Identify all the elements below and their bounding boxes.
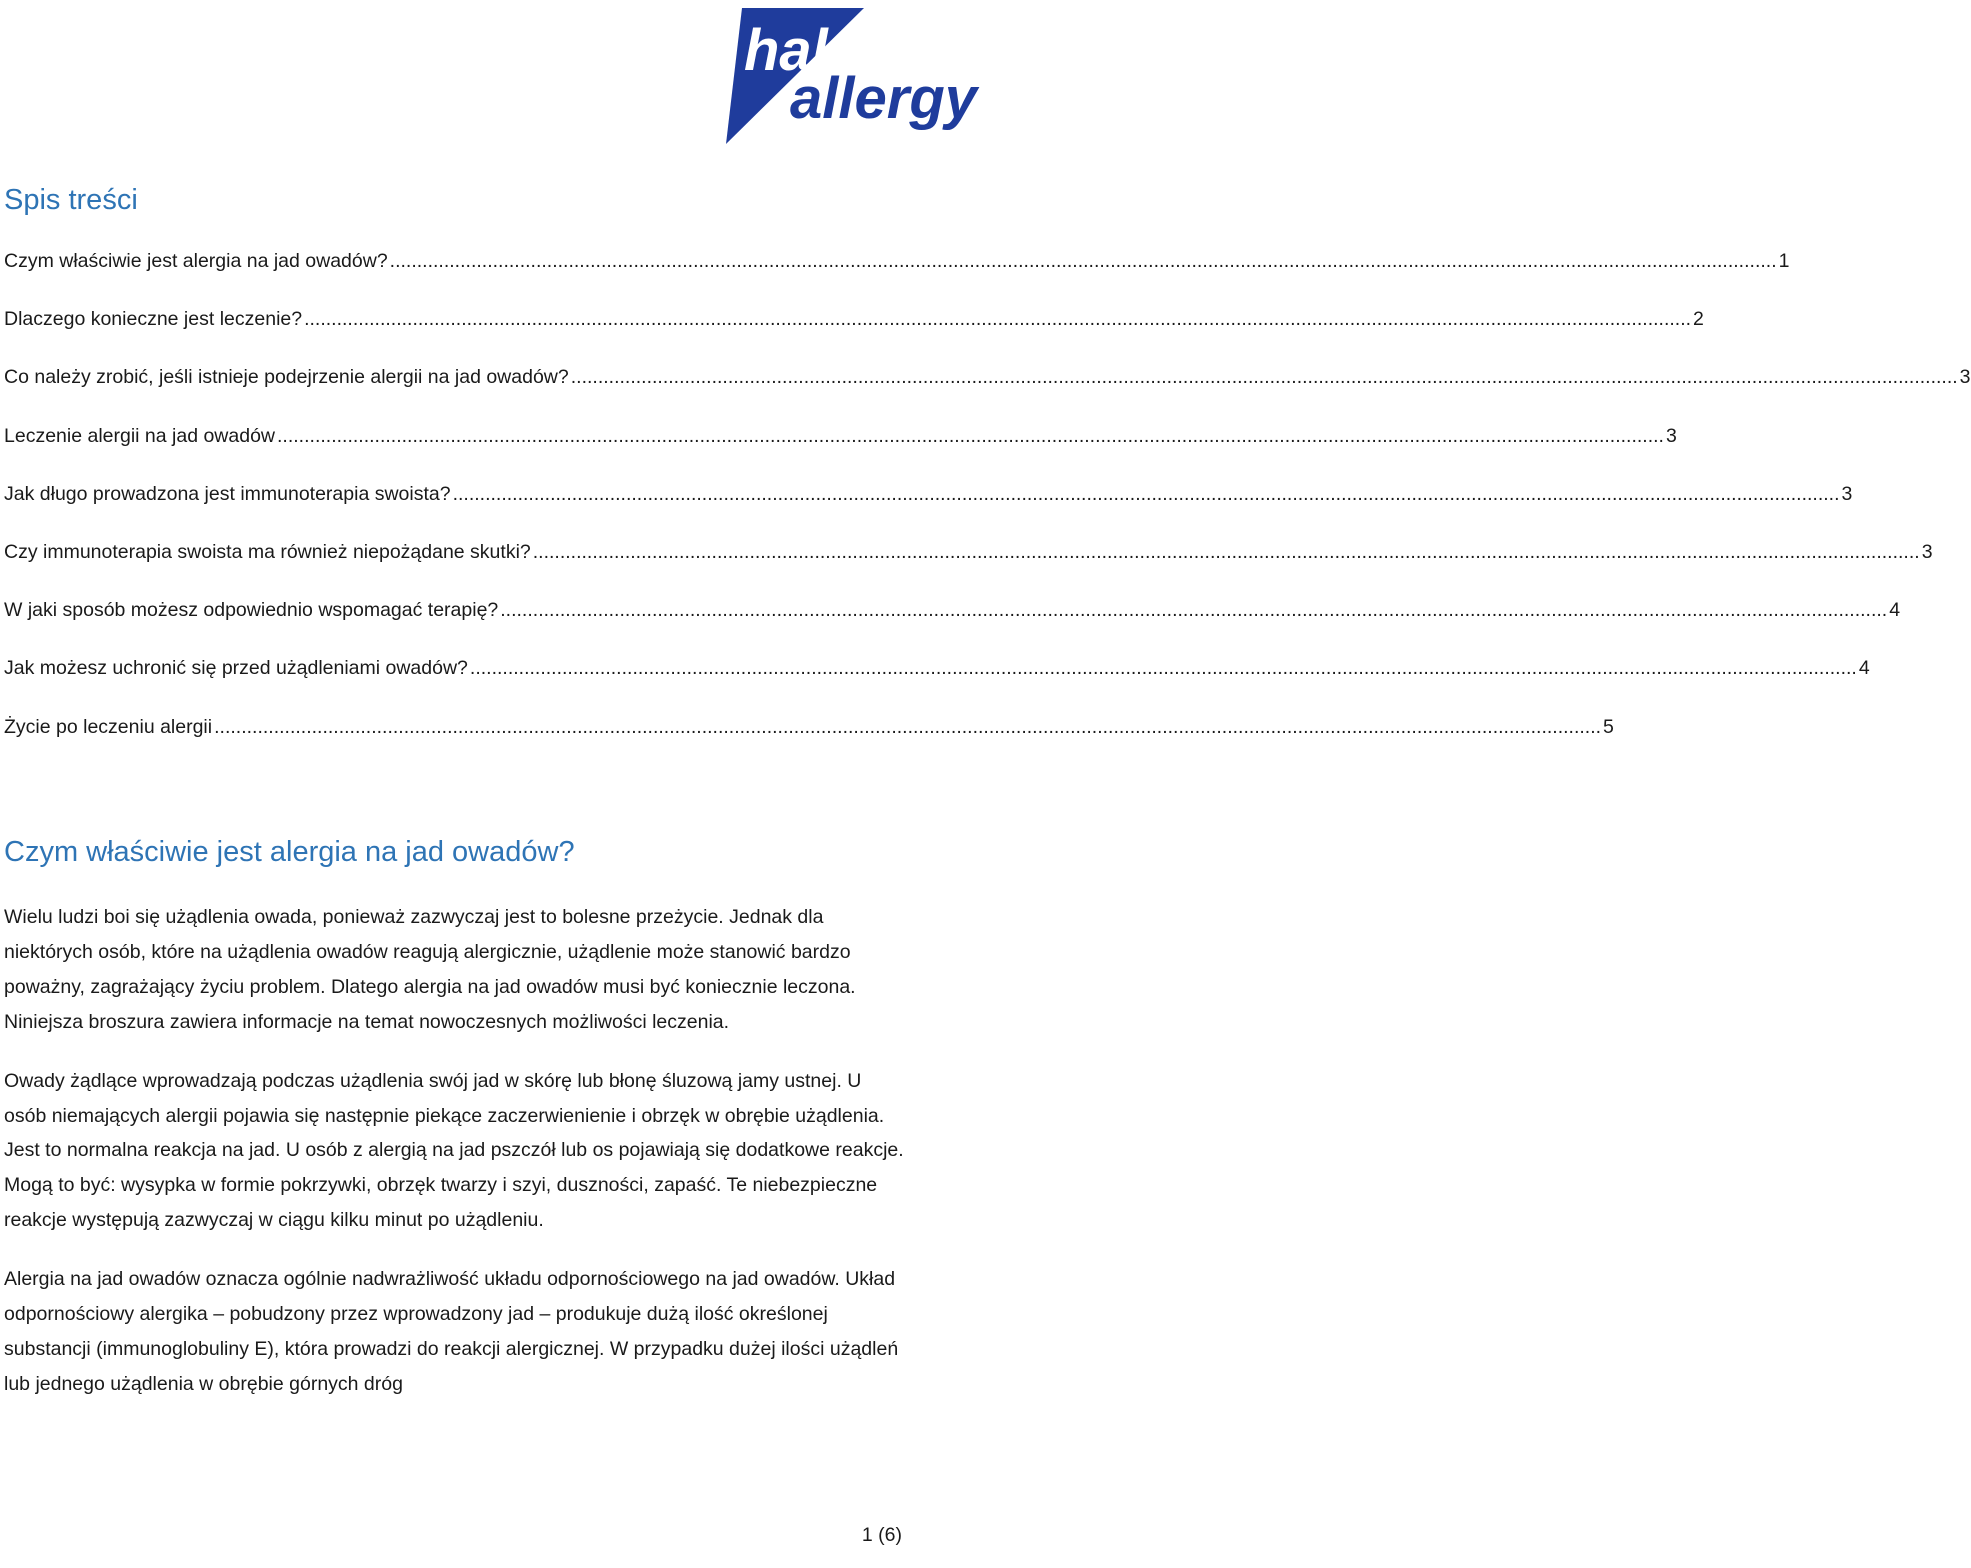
toc-entry-page: 2 (1693, 308, 1704, 331)
body-paragraph: Alergia na jad owadów oznacza ogólnie nadwrażliwość układu odpornościowego na jad owadów. Układ odpornościowy alergika – pobudzony przez wprowadzony jad – produkuje dużą ilość określonej substancji (immunoglobuliny E), która prowadzi do reakcji alergicznej. W przypadku dużej ilości użądleń lub jednego użądlenia w obrębie górnych dróg (4, 1268, 899, 1395)
toc-entry[interactable] (4, 537, 1933, 595)
toc-entry[interactable] (4, 421, 1677, 479)
section-body (4, 900, 904, 1426)
toc-title: Spis treści (4, 184, 138, 216)
toc-entry-page: 1 (1778, 250, 1790, 272)
table-of-contents (4, 246, 1971, 770)
toc-entry[interactable] (4, 362, 1971, 420)
toc-entry-page: 4 (1889, 599, 1901, 622)
toc-entry[interactable] (4, 246, 1790, 304)
toc-entry-label: Jak możesz uchronić się przed użądleniami owadów? (4, 657, 468, 680)
logo-graphic (724, 6, 977, 146)
page-number: 1 (6) (861, 1524, 902, 1546)
toc-entry-page: 5 (1603, 715, 1614, 738)
body-paragraph: Owady żądlące wprowadzają podczas użądlenia swój jad w skórę lub błonę śluzową jamy ustnej. U osób niemających alergii pojawia się następnie piekące zaczerwienienie i obrzęk w obrębie użądlenia. Jest to normalna reakcja na jad. U osób z alergią na jad pszczół lub os pojawiają się dodatkowe reakcje. Mogą to być: wysypka w formie pokrzywki, obrzęk twarzy i szyi, duszności, zapaść. Te niebezpieczne reakcje występują zazwyczaj w ciągu kilku minut po użądleniu. (4, 1069, 904, 1232)
toc-entry[interactable] (4, 595, 1901, 653)
toc-entry-label: Leczenie alergii na jad owadów (4, 424, 276, 447)
toc-entry-label: Czy immunoterapia swoista ma również niepożądane skutki? (4, 540, 531, 563)
toc-entry-page: 3 (1921, 540, 1933, 563)
toc-entry-label: Jak długo prowadzona jest immunoterapia swoista? (4, 482, 451, 505)
toc-entry-label: Czym właściwie jest alergia na jad owadów? (4, 250, 388, 272)
toc-leader-dots (304, 304, 1691, 334)
toc-entry-label: Życie po leczeniu alergii (4, 715, 213, 738)
toc-entry-label: Co należy zrobić, jeśli istnieje podejrzenie alergii na jad owadów? (4, 366, 569, 389)
body-paragraph: Wielu ludzi boi się użądlenia owada, ponieważ zazwyczaj jest to bolesne przeżycie. Jednak dla niektórych osób, które na użądlenia owadów reagują alergicznie, użądlenie może stanowić bardzo poważny, zagrażający życiu problem. Dlatego alergia na jad owadów musi być koniecznie leczona. Niniejsza broszura zawiera informacje na temat nowoczesnych możliwości leczenia. (4, 906, 856, 1033)
toc-entry[interactable] (4, 479, 1853, 537)
logo-text-hal: hal (744, 18, 828, 83)
toc-entry-page: 3 (1959, 366, 1971, 389)
toc-entry-page: 3 (1665, 424, 1677, 447)
toc-entry[interactable] (4, 304, 1704, 362)
toc-leader-dots (470, 653, 1857, 683)
toc-entry-label: W jaki sposób możesz odpowiednio wspomagać terapię? (4, 599, 499, 622)
hal-allergy-logo (724, 6, 977, 146)
toc-entry[interactable] (4, 712, 1614, 770)
toc-leader-dots (214, 712, 1601, 742)
toc-leader-dots (277, 421, 1664, 451)
toc-leader-dots (533, 537, 1920, 567)
toc-leader-dots (453, 479, 1840, 509)
toc-entry-page: 4 (1858, 657, 1870, 680)
logo-text-allergy: allergy (790, 66, 977, 131)
toc-entry-label: Dlaczego konieczne jest leczenie? (4, 308, 303, 331)
toc-entry-page: 3 (1841, 482, 1853, 505)
toc-leader-dots (500, 595, 1887, 625)
toc-entry[interactable] (4, 653, 1870, 711)
toc-leader-dots (390, 246, 1777, 276)
toc-leader-dots (571, 362, 1958, 392)
section-heading: Czym właściwie jest alergia na jad owadów? (4, 836, 575, 868)
